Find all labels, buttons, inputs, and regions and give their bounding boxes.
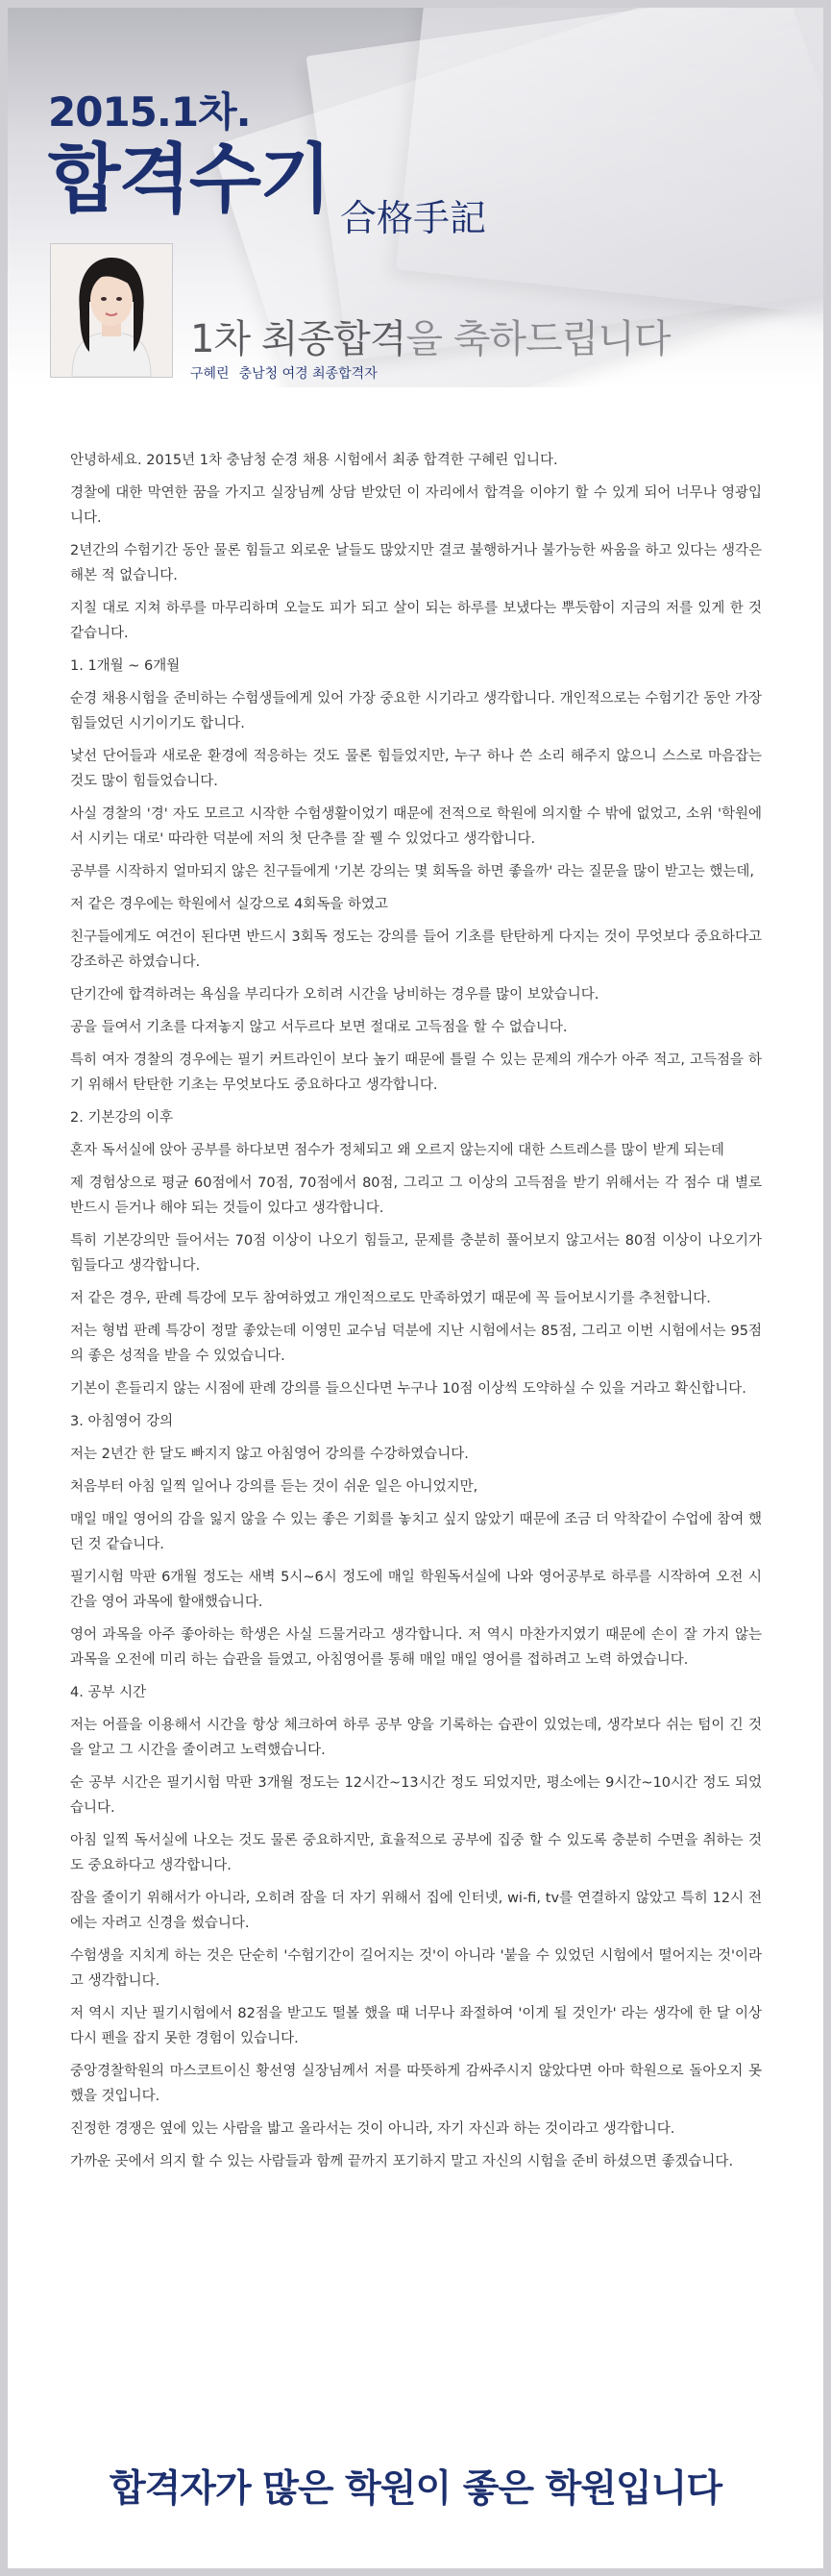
article-paragraph: 사실 경찰의 '경' 자도 모르고 시작한 수험생활이었기 때문에 전적으로 학원에 의지할 수 밖에 없었고, 소위 '학원에서 시키는 대로' 따라한 덕분에 저의 첫 단추를 잘 꿸 수 있었다고 생각합니다. — [70, 806, 762, 847]
author-org: 충남청 여경 최종합격자 — [238, 366, 378, 382]
article-paragraph: 낯선 단어들과 새로운 환경에 적응하는 것도 물론 힘들었지만, 누구 하나 쓴 소리 해주지 않으니 스스로 마음잡는 것도 많이 힘들었습니다. — [70, 749, 762, 789]
article-paragraph: 2. 기본강의 이후 — [70, 1110, 174, 1126]
article-paragraph: 특히 여자 경찰의 경우에는 필기 커트라인이 보다 높기 때문에 틀릴 수 있는 문제의 개수가 아주 적고, 고득점을 하기 위해서 탄탄한 기초는 무엇보다도 중요하다고 생각합니다. — [70, 1053, 762, 1093]
page-frame — [8, 8, 823, 2568]
article-paragraph: 저 같은 경우에는 학원에서 실강으로 4회독을 하였고 — [70, 897, 389, 912]
article-paragraph: 2년간의 수험기간 동안 물론 힘들고 외로운 날들도 많았지만 결코 불행하거나 불가능한 싸움을 하고 있다는 생각은 해본 적 없습니다. — [70, 543, 762, 583]
header-banner — [8, 8, 823, 387]
article-paragraph: 순경 채용시험을 준비하는 수험생들에게 있어 가장 중요한 시기라고 생각합니다. 개인적으로는 수험기간 동안 가장 힘들었던 시기이기도 합니다. — [70, 691, 762, 731]
article-paragraph: 진정한 경쟁은 옆에 있는 사람을 밟고 올라서는 것이 아니라, 자기 자신과 하는 것이라고 생각합니다. — [70, 2121, 675, 2137]
article-paragraph: 저 같은 경우, 판례 특강에 모두 참여하였고 개인적으로도 만족하였기 때문에 꼭 들어보시기를 추천합니다. — [70, 1291, 711, 1306]
article-paragraph: 아침 일찍 독서실에 나오는 것도 물론 중요하지만, 효율적으로 공부에 집중 할 수 있도록 충분히 수면을 취하는 것도 중요하다고 생각합니다. — [70, 1833, 762, 1873]
footer-slogan: 합격자가 많은 학원이 좋은 학원입니다 — [109, 2467, 722, 2511]
article-paragraph: 가까운 곳에서 의지 할 수 있는 사람들과 함께 끝까지 포기하지 말고 자신의 시험을 준비 하셨으면 좋겠습니다. — [70, 2154, 734, 2169]
article-paragraph: 필기시험 막판 6개월 정도는 새벽 5시~6시 정도에 매일 학원독서실에 나와 영어공부로 하루를 시작하여 오전 시간을 영어 과목에 할애했습니다. — [70, 1570, 762, 1610]
author-name: 구혜린 — [190, 366, 230, 382]
article-paragraph: 매일 매일 영어의 감을 잃지 않을 수 있는 좋은 기회를 놓치고 싶지 않았기 때문에 조금 더 악착같이 수업에 참여 했던 것 같습니다. — [70, 1512, 762, 1552]
author-photo — [50, 243, 173, 378]
year-label: 2015.1차. — [48, 88, 251, 136]
congrats-highlight: 1차 최종합격 — [190, 317, 406, 361]
article-paragraph: 기본이 흔들리지 않는 시점에 판례 강의를 들으신다면 누구나 10점 이상씩 도약하실 수 있을 거라고 확신합니다. — [70, 1381, 746, 1397]
article-paragraph: 1. 1개월 ~ 6개월 — [70, 658, 181, 674]
article-paragraph: 저는 형법 판례 특강이 정말 좋았는데 이영민 교수님 덕분에 지난 시험에서는 85점, 그리고 이번 시험에서는 95점의 좋은 성적을 받을 수 있었습니다. — [70, 1324, 762, 1364]
article-paragraph: 순 공부 시간은 필기시험 막판 3개월 정도는 12시간~13시간 정도 되었지만, 평소에는 9시간~10시간 정도 되었습니다. — [70, 1775, 762, 1816]
article-paragraph: 처음부터 아침 일찍 일어나 강의를 듣는 것이 쉬운 일은 아니었지만, — [70, 1479, 478, 1495]
article-body — [70, 448, 762, 2182]
article-paragraph: 지칠 대로 지쳐 하루를 마무리하며 오늘도 피가 되고 살이 되는 하루를 보냈다는 뿌듯함이 지금의 저를 있게 한 것 같습니다. — [70, 601, 762, 641]
article-paragraph: 수험생을 지치게 하는 것은 단순히 '수험기간이 길어지는 것'이 아니라 '붙을 수 있었던 시험에서 떨어지는 것'이라고 생각합니다. — [70, 1948, 762, 1989]
article-paragraph: 공을 들여서 기초를 다져놓지 않고 서두르다 보면 절대로 고득점을 할 수 없습니다. — [70, 1020, 568, 1035]
article-paragraph: 3. 아침영어 강의 — [70, 1414, 174, 1429]
paper-decoration — [396, 8, 823, 321]
article-paragraph: 중앙경찰학원의 마스코트이신 황선영 실장님께서 저를 따뜻하게 감싸주시지 않았다면 아마 학원으로 돌아오지 못했을 것입니다. — [70, 2064, 762, 2104]
author-info — [190, 363, 378, 383]
article-paragraph: 친구들에게도 여건이 된다면 반드시 3회독 정도는 강의를 들어 기초를 탄탄하게 다지는 것이 무엇보다 중요하다고 강조하곤 하였습니다. — [70, 929, 762, 970]
article-paragraph: 제 경험상으로 평균 60점에서 70점, 70점에서 80점, 그리고 그 이상의 고득점을 받기 위해서는 각 점수 대 별로 반드시 듣거나 해야 되는 것들이 있다고 생각합니다. — [70, 1176, 762, 1216]
article-paragraph: 저는 2년간 한 달도 빠지지 않고 아침영어 강의를 수강하였습니다. — [70, 1447, 469, 1462]
article-paragraph: 경찰에 대한 막연한 꿈을 가지고 실장님께 상담 받았던 이 자리에서 합격을 이야기 할 수 있게 되어 너무나 영광입니다. — [70, 485, 762, 526]
article-paragraph: 혼자 독서실에 앉아 공부를 하다보면 점수가 정체되고 왜 오르지 않는지에 대한 스트레스를 많이 받게 되는데 — [70, 1143, 724, 1158]
article-paragraph: 저 역시 지난 필기시험에서 82점을 받고도 떨볼 했을 때 너무나 좌절하여 '이게 될 것인가' 라는 생각에 한 달 이상 다시 펜을 잡지 못한 경험이 있습니다. — [70, 2006, 762, 2046]
article-paragraph: 영어 과목을 아주 좋아하는 학생은 사실 드물거라고 생각합니다. 저 역시 마찬가지였기 때문에 손이 잘 가지 않는 과목을 오전에 미리 하는 습관을 들였고, 아침영어를 통해 매일 매일 영어를 접하려고 노력 하였습니다. — [70, 1627, 762, 1668]
article-paragraph: 공부를 시작하지 얼마되지 않은 친구들에게 '기본 강의는 몇 회독을 하면 좋을까' 라는 질문을 많이 받고는 했는데, — [70, 864, 755, 879]
article-paragraph: 특히 기본강의만 들어서는 70점 이상이 나오기 힘들고, 문제를 충분히 풀어보지 않고서는 80점 이상이 나오기가 힘들다고 생각합니다. — [70, 1233, 762, 1274]
article-paragraph: 단기간에 합격하려는 욕심을 부리다가 오히려 시간을 낭비하는 경우를 많이 보았습니다. — [70, 987, 599, 1003]
congrats-message — [190, 309, 671, 363]
congrats-rest: 을 축하드립니다 — [405, 317, 671, 361]
page-subtitle: 合格手記 — [340, 197, 487, 239]
article-paragraph: 안녕하세요. 2015년 1차 충남청 순경 채용 시험에서 최종 합격한 구혜린 입니다. — [70, 453, 558, 468]
article-paragraph: 저는 어플을 이용해서 시간을 항상 체크하여 하루 공부 양을 기록하는 습관이 있었는데, 생각보다 쉬는 텀이 긴 것을 알고 그 시간을 줄이려고 노력했습니다. — [70, 1718, 762, 1758]
article-paragraph: 4. 공부 시간 — [70, 1685, 147, 1700]
article-paragraph: 잠을 줄이기 위해서가 아니라, 오히려 잠을 더 자기 위해서 집에 인터넷, wi-fi, tv를 연결하지 않았고 특히 12시 전에는 자려고 신경을 썼습니다. — [70, 1891, 762, 1931]
page-title: 합격수기 — [48, 136, 330, 223]
